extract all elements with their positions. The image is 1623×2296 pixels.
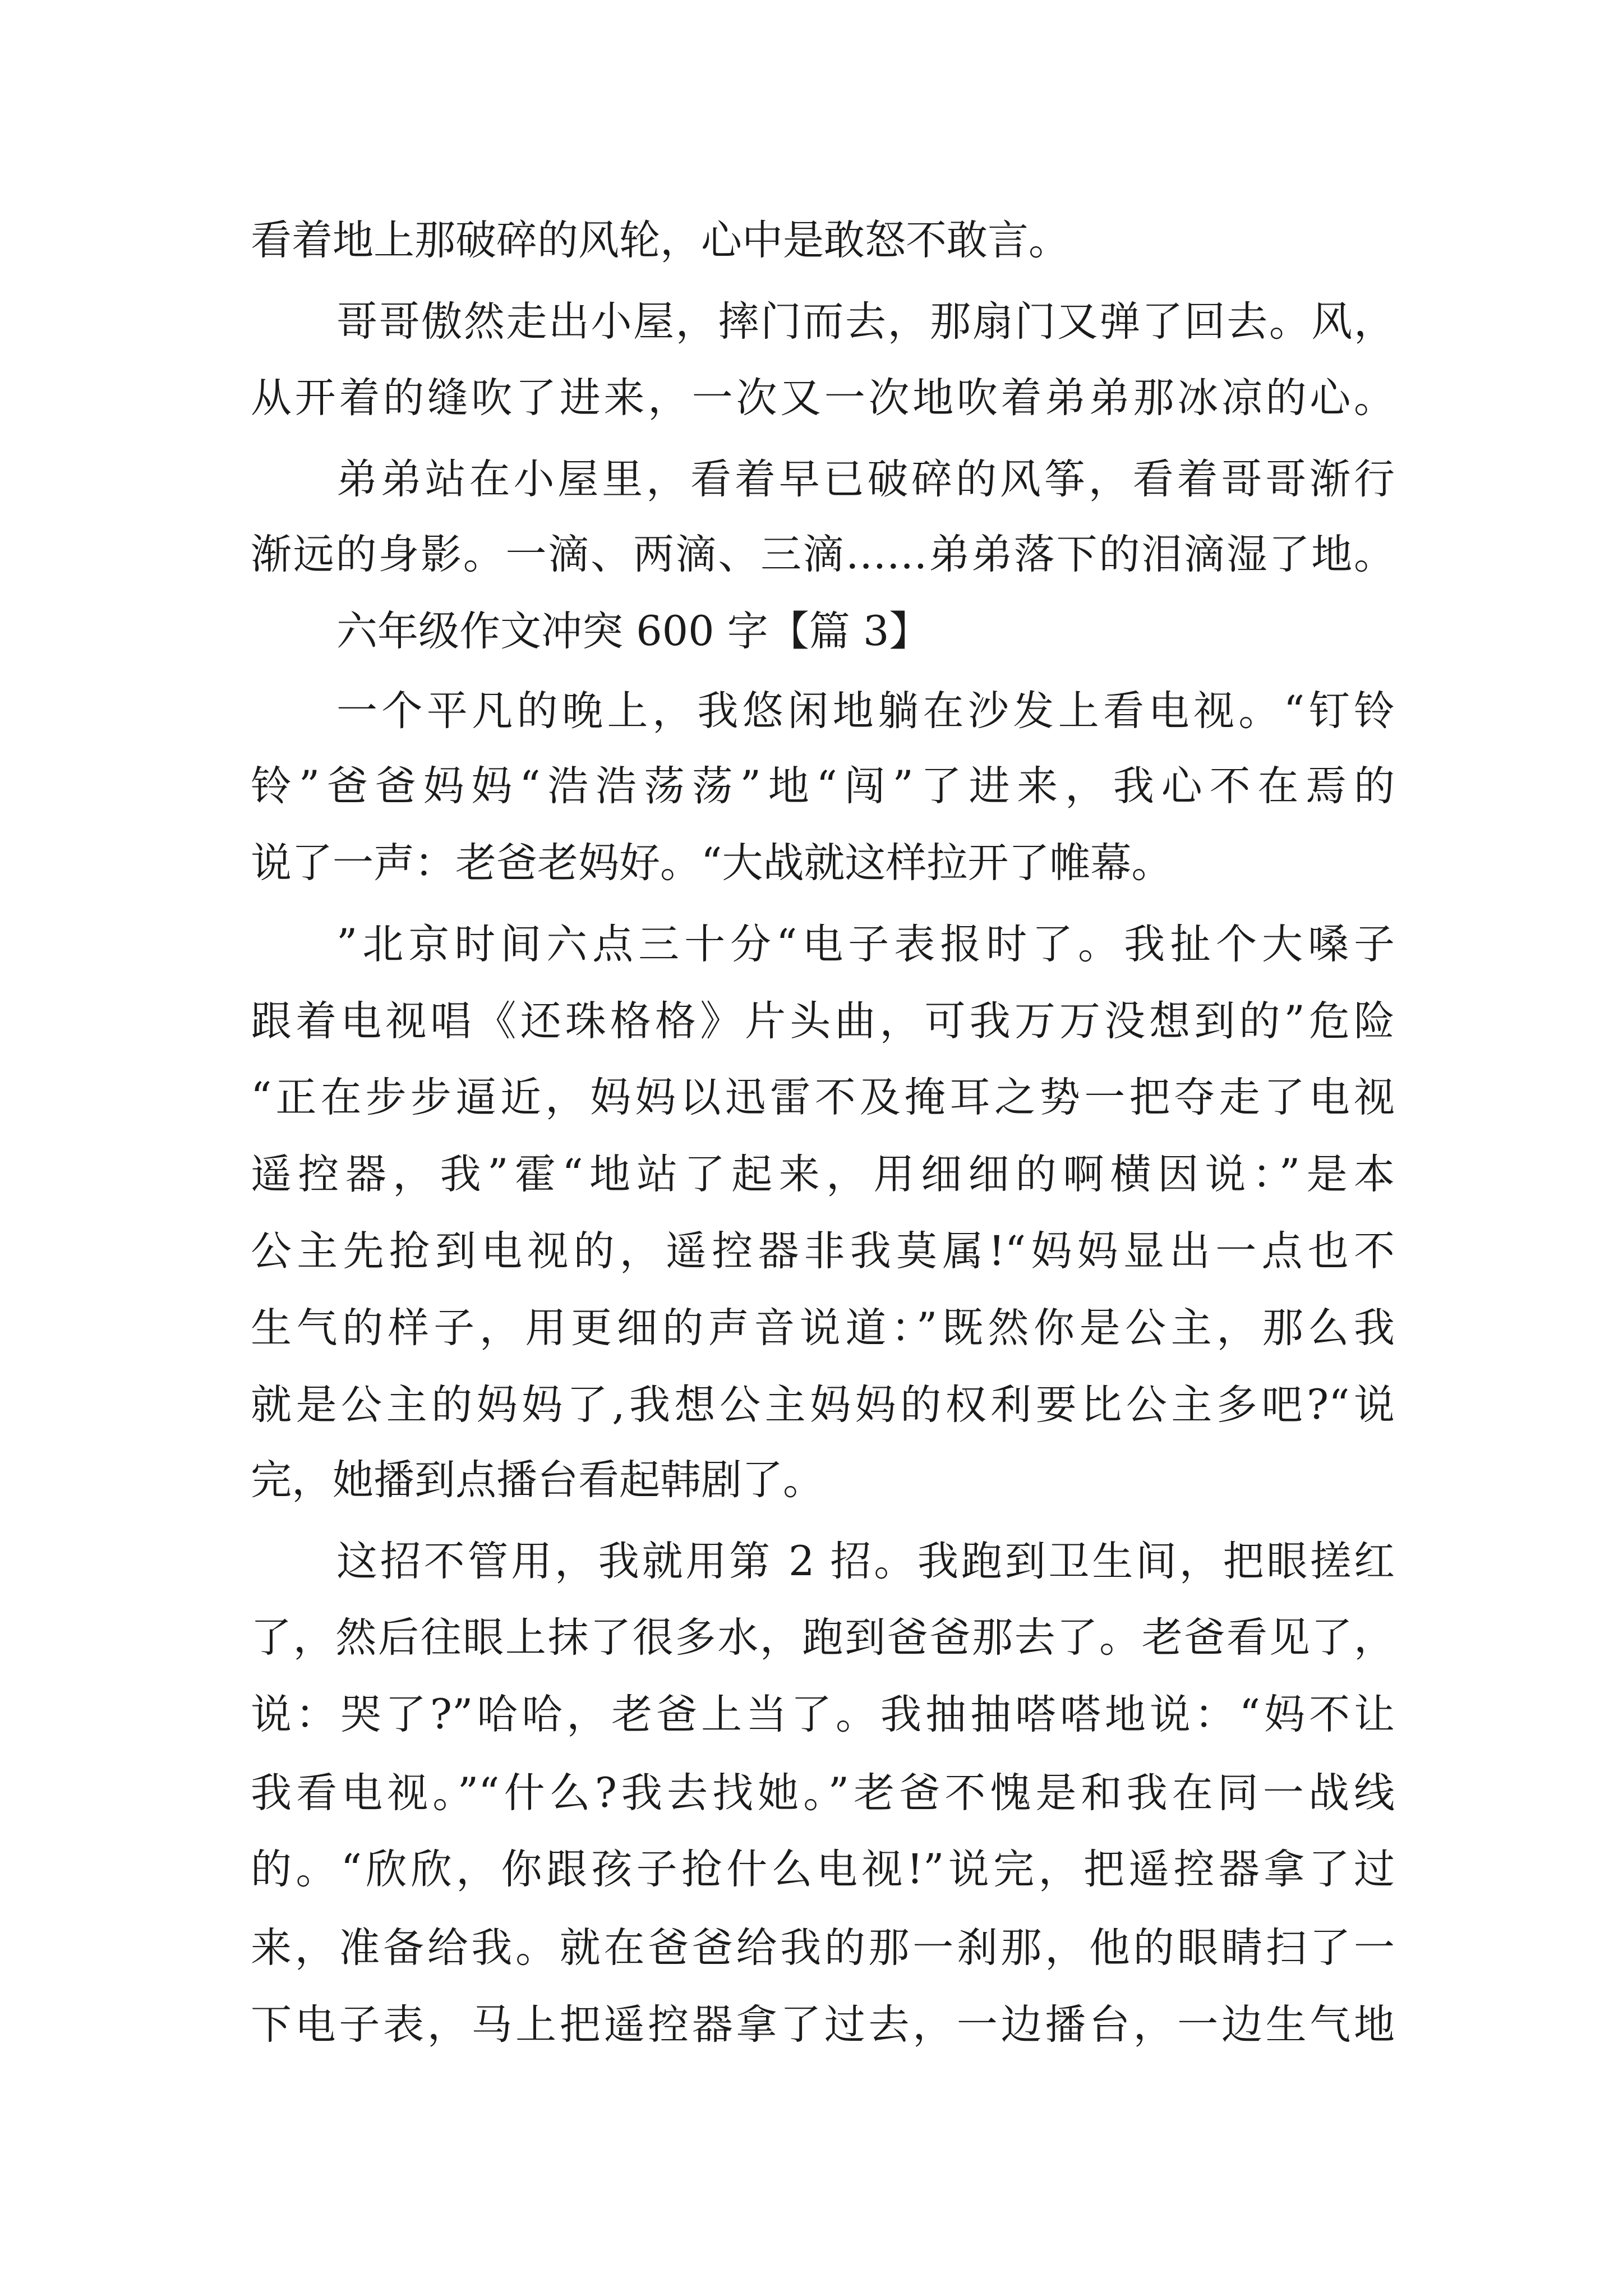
- paragraph-line: 就是公主的妈妈了,我想公主妈妈的权利要比公主多吧?“说: [251, 1381, 1395, 1429]
- paragraph-line: 看着地上那破碎的风轮，心中是敢怒不敢言。: [251, 217, 1069, 264]
- paragraph-line: 的。“欣欣，你跟孩子抢什么电视!”说完，把遥控器拿了过: [251, 1846, 1395, 1893]
- paragraph-line: 来，准备给我。就在爸爸给我的那一刹那，他的眼睛扫了一: [251, 1924, 1395, 1972]
- paragraph-line: 说：哭了?”哈哈，老爸上当了。我抽抽嗒嗒地说：“妈不让: [251, 1691, 1395, 1738]
- paragraph-line: 说了一声：老爸老妈好。“大战就这样拉开了帷幕。: [251, 839, 1173, 887]
- paragraph-line: 渐远的身影。一滴、两滴、三滴……弟弟落下的泪滴湿了地。: [251, 531, 1395, 578]
- paragraph-line: ”北京时间六点三十分“电子表报时了。我扯个大嗓子: [336, 921, 1395, 968]
- paragraph-line: 生气的样子，用更细的声音说道：”既然你是公主，那么我: [251, 1304, 1395, 1352]
- paragraph-line: 公主先抢到电视的，遥控器非我莫属!“妈妈显出一点也不: [251, 1227, 1395, 1275]
- paragraph-line: 从开着的缝吹了进来，一次又一次地吹着弟弟那冰凉的心。: [251, 374, 1395, 422]
- section-heading: 六年级作文冲突 600 字【篇 3】: [336, 608, 930, 655]
- paragraph-line: 一个平凡的晚上，我悠闲地躺在沙发上看电视。“钉铃: [336, 687, 1395, 735]
- paragraph-line: 铃”爸爸妈妈“浩浩荡荡”地“闯”了进来，我心不在焉的: [251, 762, 1395, 810]
- paragraph-line: 我看电视。”“什么?我去找她。”老爸不愧是和我在同一战线: [251, 1769, 1395, 1817]
- paragraph-line: 下电子表，马上把遥控器拿了过去，一边播台，一边生气地: [251, 2001, 1395, 2049]
- paragraph-line: 跟着电视唱《还珠格格》片头曲，可我万万没想到的”危险: [251, 997, 1395, 1045]
- paragraph-line: 遥控器，我”霍“地站了起来，用细细的啊横因说：”是本: [251, 1151, 1395, 1198]
- paragraph-line: 哥哥傲然走出小屋，摔门而去，那扇门又弹了回去。风，: [336, 298, 1395, 346]
- paragraph-line: 了，然后往眼上抹了很多水，跑到爸爸那去了。老爸看见了，: [251, 1614, 1395, 1662]
- paragraph-line: “正在步步逼近，妈妈以迅雷不及掩耳之势一把夺走了电视: [251, 1074, 1395, 1121]
- paragraph-line: 完，她播到点播台看起韩剧了。: [251, 1456, 824, 1504]
- paragraph-line: 这招不管用，我就用第 2 招。我跑到卫生间，把眼搓红: [336, 1538, 1395, 1585]
- paragraph-line: 弟弟站在小屋里，看着早已破碎的风筝，看着哥哥渐行: [336, 455, 1395, 503]
